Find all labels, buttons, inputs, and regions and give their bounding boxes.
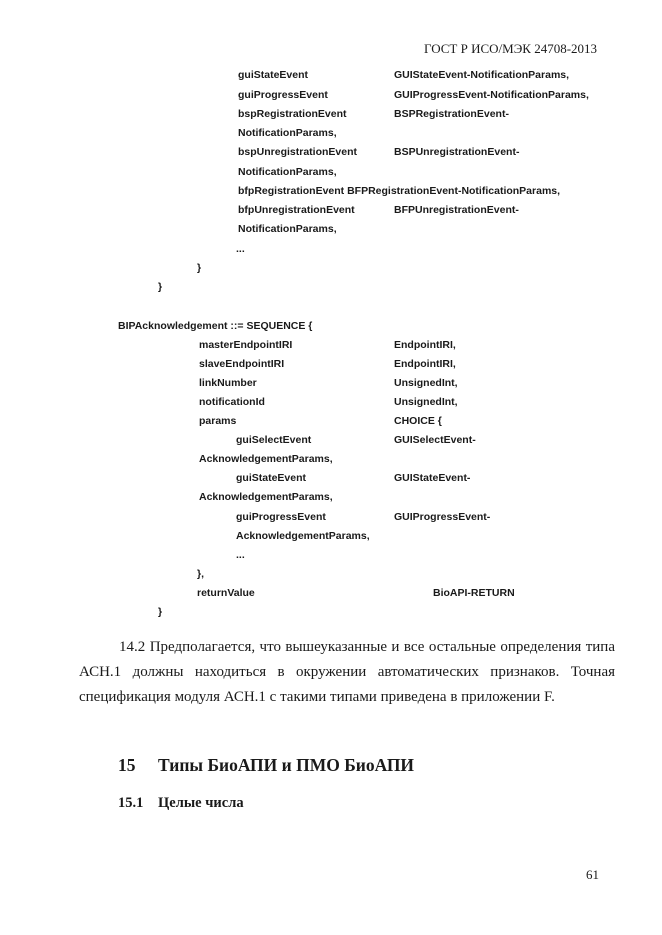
code-field-name: params [199, 415, 237, 427]
paragraph-14-2: 14.2 Предполагается, что вышеуказанные и все остальные определения типа АСН.1 должны находиться в окружении автоматических признаков. Точная спецификация модуля АСН.1 с такими типами приведена в приложении F. [79, 639, 615, 705]
code-field-type: BioAPI-RETURN [433, 587, 515, 599]
code-field-type: UnsignedInt, [394, 396, 458, 408]
section-15-1-title: Целые числа [158, 795, 244, 811]
code-field-name: slaveEndpointIRI [199, 358, 285, 370]
section-15-title: Типы БиоАПИ и ПМО БиоАПИ [158, 755, 415, 775]
code-field-type: EndpointIRI, [394, 358, 456, 370]
code-type-declaration: BIPAcknowledgement ::= SEQUENCE { [118, 320, 313, 332]
code-field-name: guiStateEvent [236, 472, 307, 484]
code-field-name: linkNumber [199, 377, 257, 389]
document-header: ГОСТ Р ИСО/МЭК 24708-2013 [424, 41, 598, 56]
code-field-name: guiProgressEvent [238, 89, 328, 101]
code-field-type: GUIProgressEvent- [394, 511, 491, 523]
code-ellipsis: ... [236, 243, 245, 255]
page-number: 61 [586, 867, 599, 882]
code-field-name: bspUnregistrationEvent [238, 146, 358, 158]
code-field-name: guiStateEvent [238, 69, 309, 81]
code-closing-brace: } [197, 262, 202, 274]
code-line: bfpRegistrationEvent BFPRegistrationEvent-NotificationParams, [238, 185, 561, 197]
code-field-type: BFPUnregistrationEvent- [394, 204, 519, 216]
code-field-type: GUIStateEvent-NotificationParams, [394, 69, 570, 81]
code-closing-brace: } [158, 606, 163, 618]
code-continuation: NotificationParams, [238, 223, 337, 235]
code-field-type: GUIStateEvent- [394, 472, 471, 484]
code-field-type: UnsignedInt, [394, 377, 458, 389]
code-continuation: AcknowledgementParams, [236, 530, 370, 542]
section-15-1-number: 15.1 [118, 795, 144, 811]
code-closing-brace: }, [197, 568, 205, 580]
code-field-type: CHOICE { [394, 415, 442, 427]
code-continuation: AcknowledgementParams, [199, 453, 333, 465]
code-continuation: AcknowledgementParams, [199, 491, 333, 503]
code-field-type: EndpointIRI, [394, 339, 456, 351]
code-field-name: bfpUnregistrationEvent [238, 204, 355, 216]
code-continuation: NotificationParams, [238, 127, 337, 139]
code-ellipsis: ... [236, 549, 245, 561]
code-field-name: guiProgressEvent [236, 511, 326, 523]
code-field-type: BSPUnregistrationEvent- [394, 146, 520, 158]
code-field-name: returnValue [197, 587, 255, 599]
code-field-name: guiSelectEvent [236, 434, 312, 446]
code-continuation: NotificationParams, [238, 166, 337, 178]
section-15-number: 15 [118, 755, 136, 775]
code-field-name: masterEndpointIRI [199, 339, 293, 351]
code-field-type: GUISelectEvent- [394, 434, 476, 446]
code-field-type: GUIProgressEvent-NotificationParams, [394, 89, 589, 101]
code-field-name: notificationId [199, 396, 265, 408]
code-field-type: BSPRegistrationEvent- [394, 108, 509, 120]
code-field-name: bspRegistrationEvent [238, 108, 347, 120]
code-closing-brace: } [158, 281, 163, 293]
